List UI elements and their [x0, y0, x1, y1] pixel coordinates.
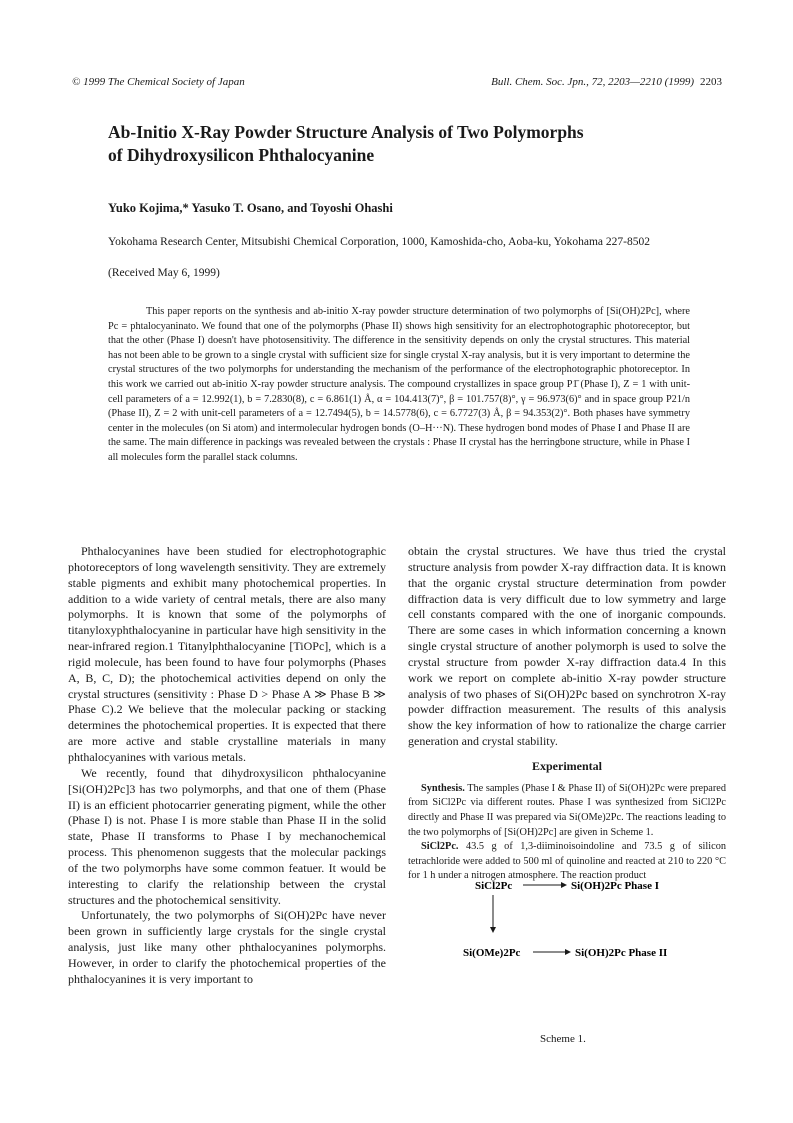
arrow-head-phase-ii: [565, 949, 571, 955]
sicl2pc-text: 43.5 g of 1,3-diiminoisoindoline and 73.5 g of silicon tetrachloride were added to 500 ml of quinoline and reacted at 210 to 220 °C for 1 h under a nitrogen atmosphere. The reaction product: [408, 841, 726, 882]
intro-paragraph-4: obtain the crystal structures. We have thus tried the crystal structure analysis from powder X-ray diffraction data. It is known that the organic crystal structure determination from powder diffraction data is very difficult due to low symmetry and large cell constants compared with the one of inorganic compounds. There are some cases in which information concerning a known single crystal structure of another polymorph is used to solve the crystal structure from powder X-ray diffraction data.4 In this work we report on complete ab-initio X-ray powder structure analysis of two phases of Si(OH)2Pc based on synchrotron X-ray powder diffraction measurement. The results of this analysis show the key information of how to rationalize the charge carrier generation and crystal stability.: [408, 544, 726, 749]
authors: Yuko Kojima,* Yasuko T. Osano, and Toyoshi Ohashi: [108, 201, 393, 215]
copyright-line: © 1999 The Chemical Society of Japan: [72, 76, 245, 88]
scheme-top-right: Si(OH)2Pc Phase I: [571, 880, 659, 892]
scheme-bottom-right: Si(OH)2Pc Phase II: [575, 947, 668, 959]
title-line-2: of Dihydroxysilicon Phthalocyanine: [108, 145, 375, 165]
synthesis-run-in: Synthesis.: [421, 782, 465, 794]
scheme-top-left: SiCl2Pc: [475, 880, 513, 892]
intro-paragraph-2: We recently, found that dihydroxysilicon phthalocyanine [Si(OH)2Pc]3 has two polymorphs, and that one of them (Phase II) is an efficient photocarrier generating pigment, while the other (Phase I) is not. Phase I is more stable than Phase II in the solid state, Phase II transforms to Phase I by mechanochemical process. This phenomenon suggests that the molecular packings of the two polymorphs have some common featuer. It would be interesting to clarify the relationship between the crystal structures and the photochemical sensitivity.: [68, 765, 386, 907]
experimental-body: [408, 782, 726, 884]
journal-citation: [491, 76, 722, 88]
affiliation: Yokohama Research Center, Mitsubishi Chemical Corporation, 1000, Kamoshida-cho, Aoba-ku, Yokohama 227-8502: [108, 236, 650, 248]
arrow-head-phase-i: [561, 882, 567, 888]
paper-title: [108, 121, 708, 167]
left-column: [68, 544, 386, 988]
right-column: [408, 544, 726, 884]
page-number: 2203: [700, 76, 722, 88]
abstract: This paper reports on the synthesis and ab-initio X-ray powder structure determination of two polymorphs of [Si(OH)2Pc], where Pc = phtalocyaninato. We found that one of the polymorphs (Phase II) shows high sensitivity for an electrophotographic photoreceptor, but that the other (Phase I) doesn't have photosensitivity. The difference in the sensitivity depends on only the crystal structures. This material has not been able to be grown to a single crystal with sufficient size for single crystal X-ray analysis, but it is very important to determine the crystal structures of the two polymorphs for understanding the mechanism of the performance of the electrophotographic photoreceptor. In this work we carried out ab-initio X-ray powder structure analysis. The compound crystallizes in space group P1̄ (Phase I), Z = 1 with unit-cell parameters of a = 12.992(1), b = 7.2830(8), c = 6.861(1) Å, α = 104.413(7)°, β = 101.757(8)°, γ = 96.973(6)° and in space group P21/n (Phase II), Z = 2 with unit-cell parameters of a = 12.7494(5), b = 14.5778(6), c = 6.7727(3) Å, β = 94.353(2)°. Both phases have symmetry center in the molecules (on Si atom) and intermolecular hydrogen bonds (O–H···N). These hydrogen bond modes of Phase I and Phase II are the same. The main difference in packings was revealed between the crystals : Phase II crystal has the herringbone structure, while in Phase I all molecules form the parallel stack columns.: [108, 306, 690, 463]
synthesis-text: The samples (Phase I & Phase II) of Si(OH)2Pc were prepared from SiCl2Pc via different routes. Phase I was synthesized from SiCl2Pc directly and Phase II was prepared via Si(OMe)2Pc. The reactions leading to the two polymorphs of [Si(OH)2Pc] are given in Scheme 1.: [408, 782, 726, 838]
scheme-1-diagram: [455, 875, 695, 1055]
section-heading-experimental: Experimental: [532, 758, 602, 773]
sicl2pc-run-in: SiCl2Pc.: [421, 841, 459, 853]
received-date: (Received May 6, 1999): [108, 267, 220, 279]
scheme-caption: Scheme 1.: [540, 1033, 586, 1045]
journal-ref: Bull. Chem. Soc. Jpn., 72, 2203—2210 (1999): [491, 76, 694, 88]
synthesis-paragraph: [408, 782, 726, 840]
arrow-head-down: [490, 927, 496, 933]
intro-paragraph-3: Unfortunately, the two polymorphs of Si(OH)2Pc have never been grown in sufficiently large crystals for the single crystal analysis, just like many other phthalocyanines polymorphs. However, in order to clarify the photochemical properties of the phthalocyanines it is very important to: [68, 908, 386, 986]
intro-paragraph-1: Phthalocyanines have been studied for electrophotographic photoreceptors of long wavelength sensitivity. They are extremely stable pigments and exhibit many photochemical properties. In addition to a wide variety of central metals, there are also many polymorphs. It is known that some of the polymorphs of titanyloxyphthalocyanine in particular have high sensitivity in the near-infrared region.1 Titanylphthalocyanine [TiOPc], which is a rigid molecule, has been found to have four polymorphs (Phases A, B, C, D); the photochemical activities depend on only the crystal structures (sensitivity : Phase D > Phase A ≫ Phase B ≫ Phase C).2 We believe that the molecular packing or stacking determines the photochemical properties. It is expected that there are more active and stable crystalline materials in many phthalocyanines with various metals.: [68, 544, 386, 764]
scheme-bottom-left: Si(OMe)2Pc: [463, 947, 521, 959]
title-line-1: Ab-Initio X-Ray Powder Structure Analysis of Two Polymorphs: [108, 122, 584, 142]
